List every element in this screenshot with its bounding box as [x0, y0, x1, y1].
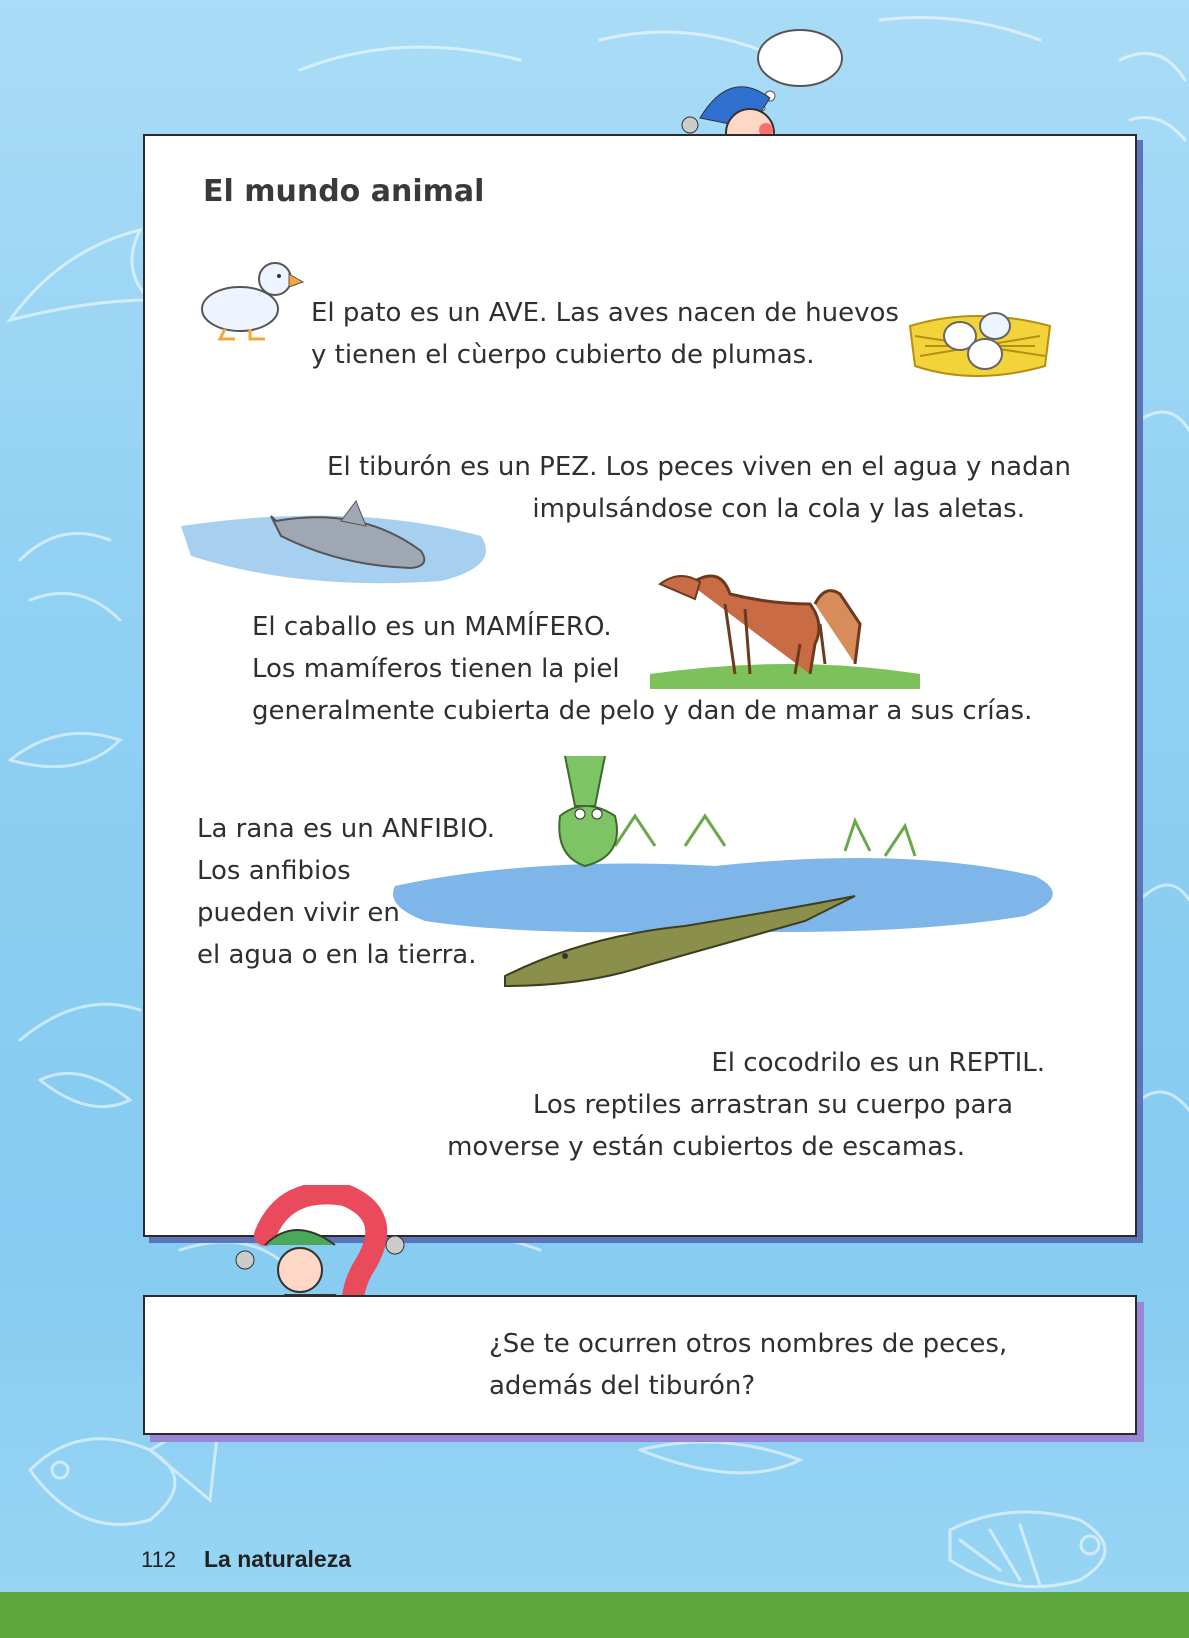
text-line: La rana es un ANFIBIO.	[197, 814, 496, 844]
text-line: Los mamíferos tienen la piel	[252, 654, 620, 684]
duck-paragraph	[311, 292, 899, 376]
frog-paragraph	[197, 808, 495, 976]
crocodile-paragraph	[345, 1042, 1045, 1168]
shark-illustration	[181, 496, 521, 596]
text-line: además del tiburón?	[489, 1371, 756, 1401]
text-line: El caballo es un MAMÍFERO.	[252, 612, 612, 642]
question-panel	[143, 1295, 1137, 1435]
text-line: Los reptiles arrastran su cuerpo para	[532, 1090, 1013, 1120]
text-line: generalmente cubierta de pelo y dan de mamar a sus crías.	[252, 696, 1033, 726]
text-line: moverse y están cubiertos de escamas.	[447, 1132, 965, 1162]
text-line: El tiburón es un PEZ. Los peces viven en el agua y nadan	[327, 452, 1071, 482]
text-line: y tienen el cùerpo cubierto de plumas.	[311, 340, 815, 370]
text-line: El pato es un AVE. Las aves nacen de huevos	[311, 298, 899, 328]
nest-eggs-illustration	[905, 296, 1055, 386]
bottom-green-band	[0, 1592, 1189, 1638]
text-line: Los anfibios	[197, 856, 351, 886]
page-number: 112	[141, 1547, 177, 1572]
horse-paragraph	[252, 606, 1032, 732]
text-line: ¿Se te ocurren otros nombres de peces,	[489, 1329, 1008, 1359]
question-text	[489, 1323, 1007, 1407]
text-line: el agua o en la tierra.	[197, 940, 477, 970]
animal-world-panel	[143, 134, 1137, 1237]
duck-illustration	[195, 254, 305, 344]
page-title: El mundo animal	[203, 174, 485, 209]
text-line: El cocodrilo es un REPTIL.	[711, 1048, 1045, 1078]
section-title: La naturaleza	[204, 1546, 351, 1572]
text-line: pueden vivir en	[197, 898, 400, 928]
text-line: impulsándose con la cola y las aletas.	[532, 494, 1025, 524]
